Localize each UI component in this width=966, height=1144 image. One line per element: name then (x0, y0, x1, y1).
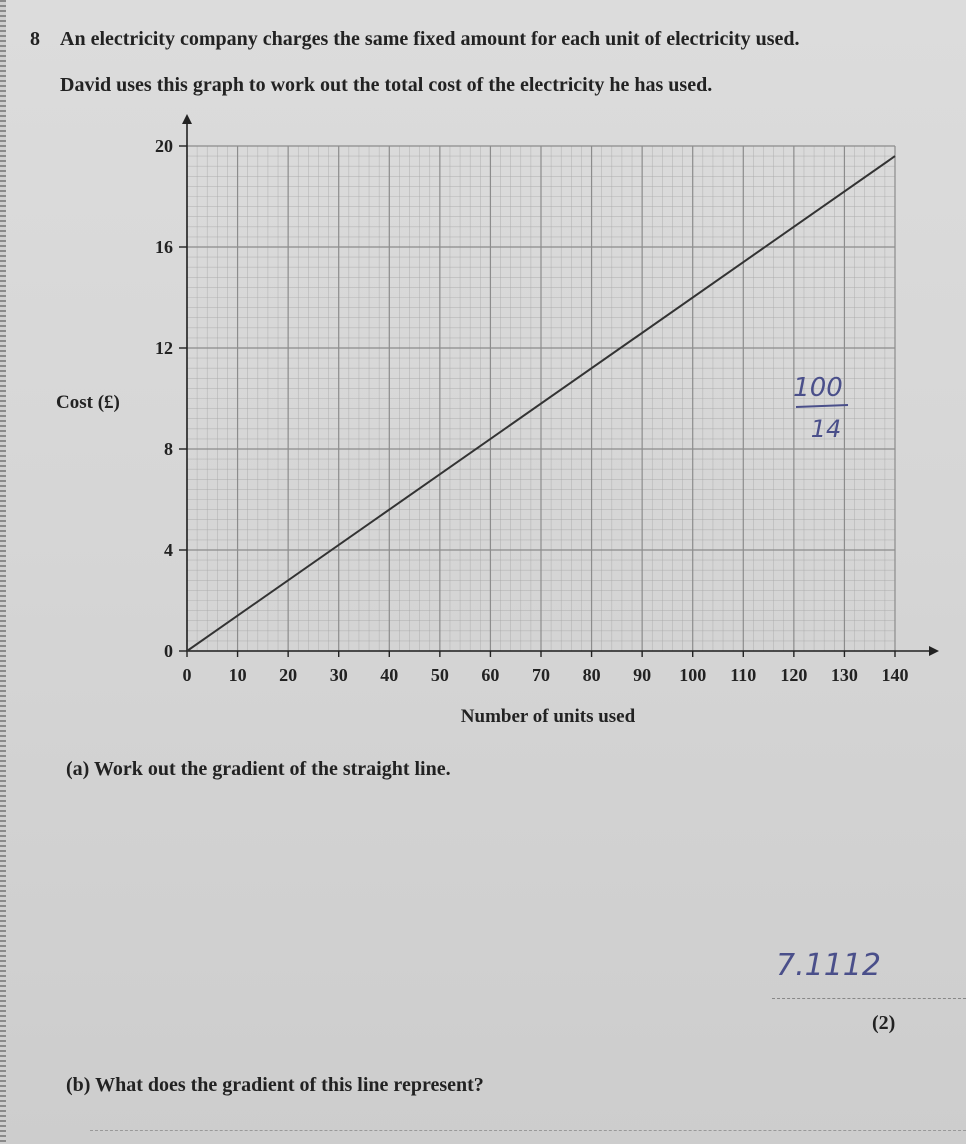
x-axis-arrow (929, 646, 939, 656)
answer-line-b (90, 1130, 966, 1131)
part-b-question: (b) What does the gradient of this line represent? (66, 1074, 484, 1096)
cost-graph (0, 100, 966, 740)
fraction-denominator: 14 (810, 415, 842, 443)
x-tick-label: 20 (279, 665, 298, 685)
x-tick-label: 90 (633, 665, 652, 685)
part-a-question: (a) Work out the gradient of the straight line. (66, 758, 451, 780)
x-tick-label: 130 (830, 665, 858, 685)
question-text-line2: David uses this graph to work out the total cost of the electricity he has used. (60, 74, 713, 96)
x-tick-label: 110 (730, 665, 757, 685)
fraction-numerator: 100 (793, 373, 843, 403)
x-tick-label: 70 (532, 665, 550, 685)
y-axis-label: Cost (£) (56, 392, 120, 413)
answer-line-a (772, 998, 966, 999)
y-tick-label: 0 (164, 641, 173, 661)
y-tick-labels (155, 136, 173, 661)
x-tick-label: 120 (780, 665, 808, 685)
x-tick-label: 10 (228, 665, 247, 685)
handwritten-answer-a: 7.1112 (776, 948, 881, 983)
question-number: 8 (30, 28, 40, 50)
x-tick-label: 0 (182, 665, 192, 685)
y-tick-label: 16 (155, 237, 173, 257)
x-tick-label: 30 (329, 665, 348, 685)
x-tick-label: 140 (881, 665, 909, 685)
x-tick-label: 50 (430, 665, 449, 685)
y-tick-label: 20 (155, 136, 173, 156)
y-tick-label: 4 (164, 540, 173, 560)
y-tick-label: 12 (155, 338, 173, 358)
x-tick-labels (183, 665, 909, 685)
x-axis-label: Number of units used (460, 706, 636, 727)
y-tick-label: 8 (164, 439, 173, 459)
x-tick-label: 80 (582, 665, 601, 685)
y-axis-arrow (182, 114, 192, 124)
x-tick-label: 40 (380, 665, 399, 685)
x-tick-label: 100 (679, 665, 707, 685)
x-tick-label: 60 (481, 665, 500, 685)
handwritten-fraction (793, 373, 848, 443)
marks-a: (2) (872, 1012, 896, 1034)
question-text-line1: An electricity company charges the same fixed amount for each unit of electricity used. (60, 28, 800, 50)
